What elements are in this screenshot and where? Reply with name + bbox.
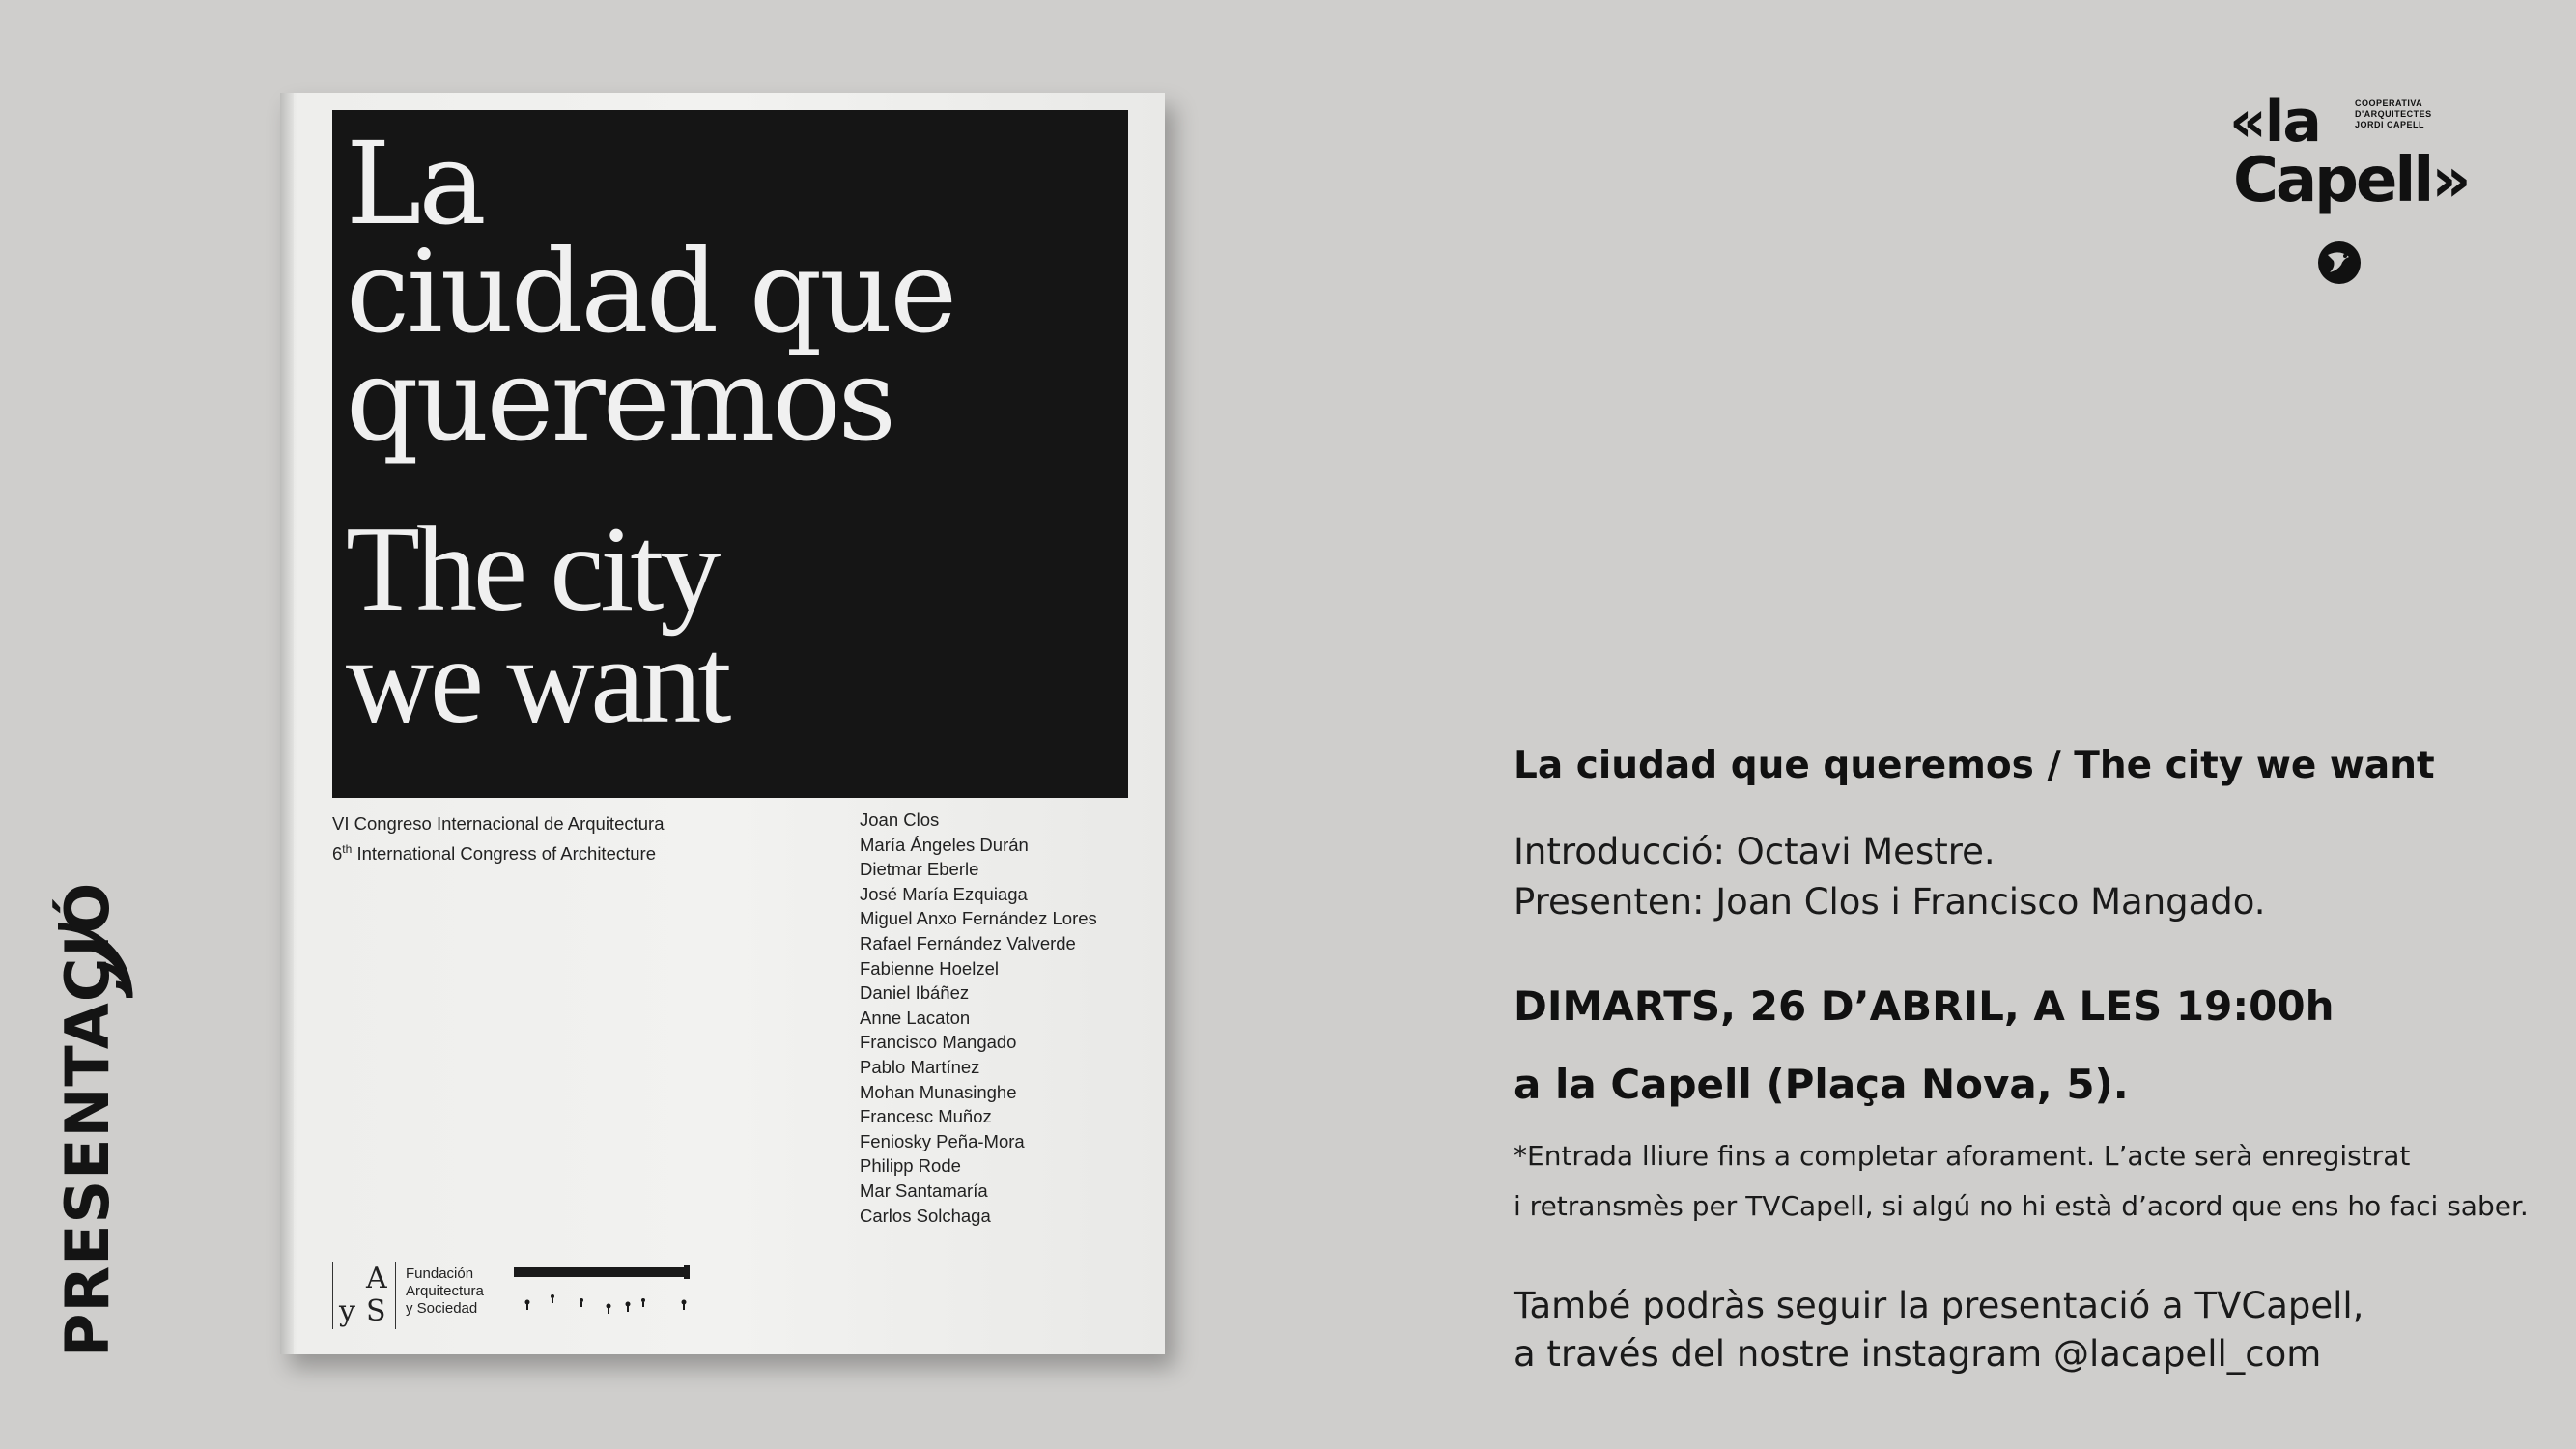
event-date: DIMARTS, 26 D’ABRIL, A LES 19:00h	[1514, 982, 2335, 1030]
author-list	[860, 808, 1149, 1228]
author-item: José María Ezquiaga	[860, 883, 1028, 904]
book-title-line: we want	[346, 614, 728, 749]
publisher-logo-y: y	[339, 1294, 355, 1328]
congress-number: 6	[332, 843, 343, 865]
logo-subtitle-line: D'ARQUITECTES	[2355, 109, 2432, 119]
event-follow-line-2: a través del nostre instagram @lacapell_com	[1514, 1333, 2322, 1375]
publisher-name-line: y Sociedad	[406, 1300, 478, 1317]
event-title: La ciudad que queremos / The city we want	[1514, 744, 2435, 787]
author-item: Francisco Mangado	[860, 1032, 1017, 1053]
congress-rest: International Congress of Architecture	[352, 843, 656, 865]
congress-line-1: VI Congreso Internacional de Arquitectura	[332, 813, 665, 834]
book-title-english	[346, 502, 1118, 749]
book-title-line: ciudad que	[346, 225, 955, 358]
author-item: Miguel Anxo Fernández Lores	[860, 908, 1097, 929]
book-title-spanish	[346, 117, 1118, 467]
bird-emblem-icon	[2316, 240, 2363, 286]
book-cover	[280, 93, 1165, 1354]
author-item: Joan Clos	[860, 810, 940, 830]
author-item: Daniel Ibáñez	[860, 982, 970, 1004]
author-item: Fabienne Hoelzel	[860, 957, 999, 979]
publisher-logo-a: A	[366, 1262, 387, 1295]
event-presenters: Presenten: Joan Clos i Francisco Mangado.	[1514, 881, 2266, 923]
book-title-line: queremos	[346, 333, 894, 467]
book-spine	[280, 93, 294, 1354]
publisher-block	[332, 1262, 738, 1329]
congress-info	[332, 811, 665, 867]
logo-line-1: «la	[2229, 88, 2320, 156]
publisher-illustration	[514, 1264, 707, 1323]
event-introduction: Introducció: Octavi Mestre.	[1514, 831, 1996, 872]
publisher-name-line: Arquitectura	[406, 1283, 484, 1299]
author-item: Anne Lacaton	[860, 1007, 971, 1028]
congress-ordinal: th	[342, 842, 353, 856]
book-title-line: The city	[346, 502, 718, 637]
event-note-line-1: *Entrada lliure fins a completar aforament. L’acte serà enregistrat	[1514, 1140, 2411, 1172]
author-item: Philipp Rode	[860, 1155, 961, 1177]
book-title-block	[332, 110, 1128, 798]
event-follow-line-1: També podràs seguir la presentació a TVCapell,	[1514, 1285, 2364, 1326]
event-note-line-2: i retransmès per TVCapell, si algú no hi està d’acord que ens ho faci saber.	[1514, 1190, 2529, 1222]
author-item: Pablo Martínez	[860, 1056, 980, 1077]
book-title-line: La	[346, 117, 484, 250]
author-item: Mar Santamaría	[860, 1179, 988, 1201]
publisher-logo	[332, 1262, 396, 1329]
side-label-text: PRESENTACIÓ	[52, 881, 123, 1357]
author-item: Francesc Muñoz	[860, 1106, 992, 1127]
congress-line-2	[332, 837, 665, 867]
logo-line-2: Capell»	[2233, 145, 2469, 216]
publisher-logo-s: S	[366, 1294, 386, 1328]
author-item: Rafael Fernández Valverde	[860, 932, 1076, 953]
author-item: Carlos Solchaga	[860, 1205, 991, 1226]
author-item: María Ángeles Durán	[860, 834, 1029, 855]
lacapell-logo	[2222, 87, 2492, 299]
publisher-name	[406, 1265, 484, 1318]
logo-subtitle-line: COOPERATIVA	[2355, 99, 2423, 108]
event-place: a la Capell (Plaça Nova, 5).	[1514, 1061, 2129, 1108]
publisher-name-line: Fundación	[406, 1265, 474, 1282]
author-item: Dietmar Eberle	[860, 859, 979, 880]
author-item: Mohan Munasinghe	[860, 1081, 1017, 1102]
author-item: Feniosky Peña-Mora	[860, 1130, 1025, 1151]
logo-subtitle-line: JORDI CAPELL	[2355, 120, 2425, 129]
logo-subtitle	[2355, 99, 2432, 130]
